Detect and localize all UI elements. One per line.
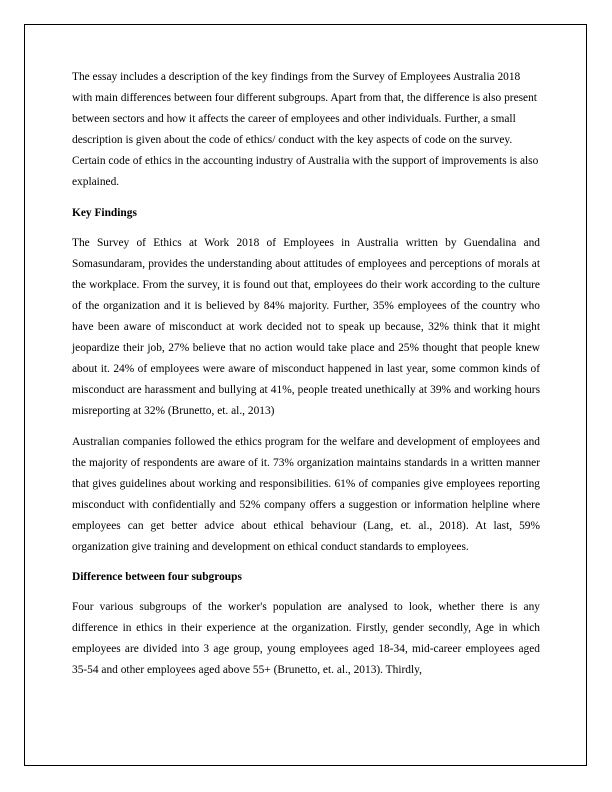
key-findings-paragraph-1: The Survey of Ethics at Work 2018 of Employees in Australia written by Guendalina and Somasundaram, provides the understanding about attitudes of employees and perceptions of morals at the workplace. From the survey, it is found out that, employees do their work according to the culture of the organization and it is believed by 84% majority. Further, 35% employees of the country who have been aware of misconduct at work decided not to speak up because, 32% think that it might jeopardize their job, 27% believe that no action would take place and 25% thought that people knew about it. 24% of employees were aware of misconduct happened in last year, some common kinds of misconduct are harassment and bullying at 41%, people treated unethically at 39% and working hours misreporting at 32% (Brunetto, et. al., 2013) [72, 236, 540, 418]
key-findings-heading: Key Findings [72, 206, 137, 219]
document-body [72, 67, 540, 691]
intro-paragraph: The essay includes a description of the key findings from the Survey of Employees Australia 2018 with main differences between four different subgroups. Apart from that, the difference is also present between sectors and how it affects the career of employees and other individuals. Further, a small description is given about the code of ethics/ conduct with the key aspects of code on the survey. Certain code of ethics in the accounting industry of Australia with the support of improvements is also explained. [72, 71, 539, 189]
key-findings-paragraph-2: Australian companies followed the ethics program for the welfare and development of employees and the majority of respondents are aware of it. 73% organization maintains standards in a written manner that gives guidelines about working and responsibilities. 61% of companies give employees reporting misconduct with confidentially and 52% company offers a suggestion or information helpline where employees can get better advice about ethical behaviour (Lang, et. al., 2018). At last, 59% organization give training and development on ethical conduct standards to employees. [72, 435, 540, 553]
subgroups-paragraph-1: Four various subgroups of the worker's population are analysed to look, whether there is any difference in ethics in their experience at the organization. Firstly, gender secondly, Age in which employees are divided into 3 age group, young employees aged 18-34, mid-career employees aged 35-54 and other employees aged above 55+ (Brunetto, et. al., 2013). Thirdly, [72, 601, 540, 677]
subgroups-heading: Difference between four subgroups [72, 571, 242, 584]
